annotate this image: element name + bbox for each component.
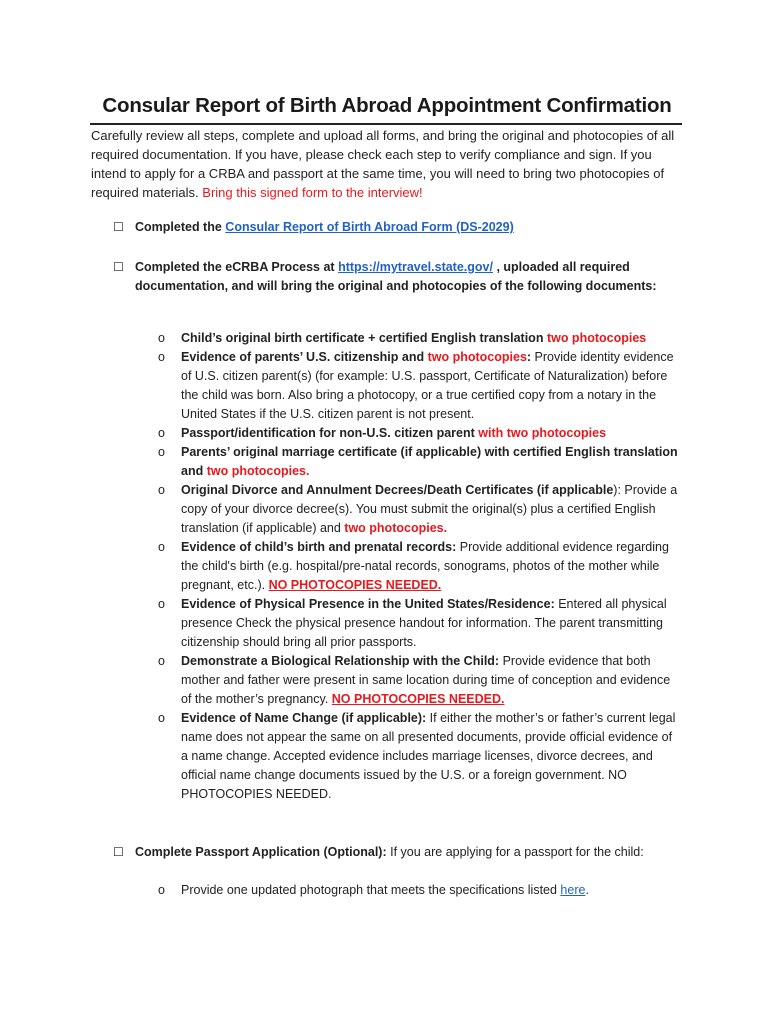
page-title: Consular Report of Birth Abroad Appointment Confirmation [102,94,672,117]
checkbox-ds2029[interactable]: ☐ [113,220,124,234]
list-item [158,348,678,424]
bullet-marker: o [158,540,165,554]
item-description: ): Provide a copy of your divorce decree(s). You must submit the original(s) plus a certified English translation (if applicable) and [181,483,678,535]
checkbox-ecrba[interactable]: ☐ [113,260,124,274]
item-label: Evidence of Name Change (if applicable): [181,711,427,725]
intro-warning: Bring this signed form to the interview! [202,185,423,200]
item-description: Provide additional evidence regarding the child's birth (e.g. hospital/pre-natal records, sonograms, photos of the mother while pregnant, etc.). [181,540,669,592]
step-ecrba-process [113,258,683,296]
item-label: Child’s original birth certificate + certified English translation [181,331,547,345]
list-item [158,443,678,481]
bullet-marker: o [158,350,165,364]
bullet-marker: o [158,597,165,611]
checkbox-passport[interactable]: ☐ [113,845,124,859]
item-photocopy-note: with two photocopies [478,426,607,440]
step-passport-application [113,843,683,862]
bullet-marker: o [158,654,165,668]
step3-label: Complete Passport Application (Optional): [135,845,387,859]
required-documents-list [158,329,678,804]
bullet-marker: o [158,483,165,497]
step1-text: Completed the [135,220,226,234]
item-photocopy-note: two photocopies. [206,464,310,478]
item-label: Parents’ original marriage certificate (if applicable) with certified English translation and [181,445,678,478]
item-label: Original Divorce and Annulment Decrees/Death Certificates (if applicable [181,483,614,497]
bullet-marker: o [158,331,165,345]
title-underline [90,123,682,125]
item-photocopy-note: two photocopies. [344,521,448,535]
item-label: Evidence of child’s birth and prenatal records: [181,540,457,554]
item-photocopy-note: two photocopies [546,331,647,345]
photo-requirement-text: Provide one updated photograph that meets the specifications listed [181,883,561,897]
step3-text: If you are applying for a passport for the child: [386,845,644,859]
mytravel-link[interactable]: https://mytravel.state.gov/ [338,260,493,274]
item-label: Passport/identification for non-U.S. citizen parent [181,426,479,440]
item-photocopy-note: NO PHOTOCOPIES NEEDED. [331,692,505,706]
bullet-marker: o [158,883,165,897]
step2-text-b: , uploaded all required documentation, and will bring the original and photocopies of the following documents: [135,260,657,293]
bullet-marker: o [158,445,165,459]
intro-text: Carefully review all steps, complete and upload all forms, and bring the original and photocopies of all required documentation. If you have, please check each step to verify compliance and sign. If you intend to apply for a CRBA and passport at the same time, you will need to bring two photocopies of required materials. [91,128,675,200]
item-description: Entered all physical presence Check the physical presence handout for information. The parent transmitting citizenship should bring all prior passports. [181,597,667,649]
sentence-end: . [585,883,589,897]
item-label: Evidence of Physical Presence in the United States/Residence: [181,597,555,611]
item-label: Demonstrate a Biological Relationship with the Child: [181,654,500,668]
bullet-marker: o [158,711,165,725]
item-photocopy-note: NO PHOTOCOPIES NEEDED. [268,578,442,592]
item-description: Provide identity evidence of U.S. citizen parent(s) (for example: U.S. passport, Certificate of Naturalization) before the child was born. Also bring a photocopy, or a true certified copy from a notary in the United States if the U.S. citizen parent is not present. [181,350,674,421]
photo-specs-link[interactable]: here [560,883,586,897]
list-item [158,481,678,538]
list-item [158,652,678,709]
item-description: If either the mother’s or father’s current legal name does not appear the same on all presented documents, provide official evidence of a name change. Accepted evidence includes marriage licenses, divorce decrees, and official name change documents issued by the U.S. or a foreign government. NO PHOTOCOPIES NEEDED. [181,711,676,801]
item-photocopy-note: two photocopies [427,350,527,364]
step-completed-ds2029 [113,218,683,237]
ds2029-form-link[interactable]: Consular Report of Birth Abroad Form (DS-2029) [225,220,514,234]
list-item [158,881,678,900]
step2-text-a: Completed the eCRBA Process at [135,260,339,274]
intro-paragraph [91,126,681,202]
item-label: Evidence of parents’ U.S. citizenship and [181,350,428,364]
list-item [158,709,678,804]
list-item [158,538,678,595]
bullet-marker: o [158,426,165,440]
passport-subitems [158,881,678,900]
list-item [158,424,678,443]
list-item [158,595,678,652]
list-item [158,329,678,348]
item-description: Provide evidence that both mother and father were present in same location during time of conception and evidence of the mother’s pregnancy. [181,654,671,706]
item-label-colon: : [526,350,532,364]
